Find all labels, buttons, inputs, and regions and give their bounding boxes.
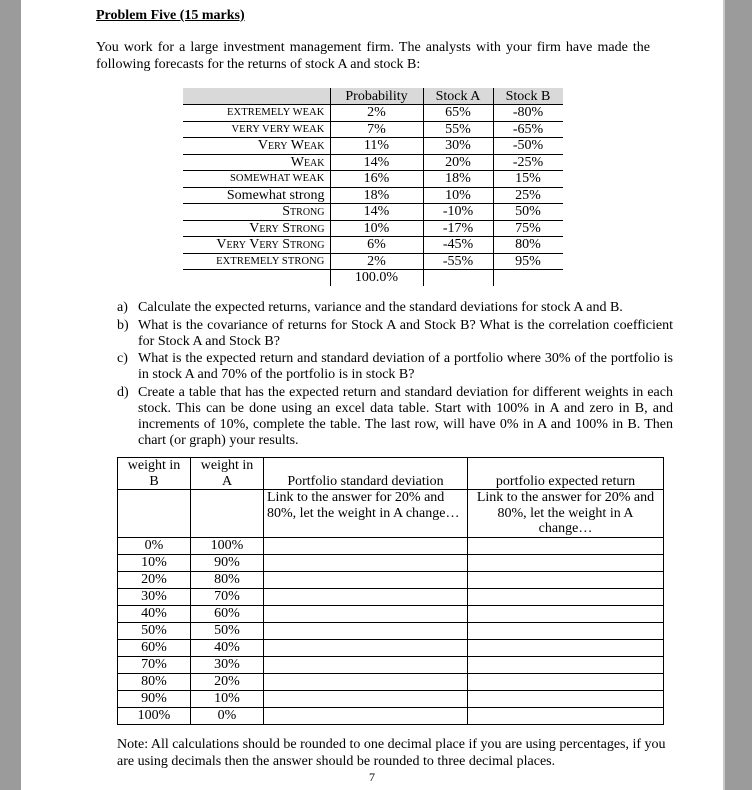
std-dev-cell xyxy=(264,707,468,724)
weight-a-cell: 10% xyxy=(191,690,264,707)
portfolio-header-row xyxy=(118,458,664,490)
problem-title: Problem Five (15 marks) xyxy=(96,8,245,23)
portfolio-row xyxy=(118,537,664,554)
stock-a-cell: 18% xyxy=(423,171,493,188)
probability-cell: 18% xyxy=(330,187,423,204)
weight-b-cell: 60% xyxy=(118,639,191,656)
question-text: What is the covariance of returns for Stock A and Stock B? What is the correlation coefficient for Stock A and Stock B? xyxy=(138,317,673,349)
rounding-note: Note: All calculations should be rounded to one decimal place if you are using percentages, if you are using decimals then the answer should be rounded to three decimal places. xyxy=(117,737,666,769)
weight-b-header xyxy=(118,458,191,490)
portfolio-row xyxy=(118,639,664,656)
stock-b-cell: 50% xyxy=(493,204,563,221)
expected-return-cell xyxy=(468,605,664,622)
forecast-row xyxy=(183,187,563,204)
state-label: Weak xyxy=(183,154,330,171)
std-dev-cell xyxy=(264,605,468,622)
portfolio-row xyxy=(118,622,664,639)
weight-b-cell: 100% xyxy=(118,707,191,724)
expected-return-cell xyxy=(468,588,664,605)
std-dev-cell xyxy=(264,656,468,673)
expected-return-cell xyxy=(468,554,664,571)
stock-b-cell: -25% xyxy=(493,154,563,171)
std-dev-cell xyxy=(264,537,468,554)
stock-b-cell: -80% xyxy=(493,105,563,122)
question-label: c) xyxy=(117,351,128,366)
state-label: Somewhat strong xyxy=(183,187,330,204)
portfolio-table xyxy=(117,457,664,725)
portfolio-row xyxy=(118,554,664,571)
portfolio-row xyxy=(118,707,664,724)
probability-cell: 10% xyxy=(330,220,423,237)
expected-return-header: portfolio expected return xyxy=(468,458,664,490)
weight-a-header-line1: weight in xyxy=(200,458,254,473)
stock-a-cell: 30% xyxy=(423,138,493,155)
weight-a-cell: 20% xyxy=(191,673,264,690)
probability-cell: 14% xyxy=(330,204,423,221)
intro-paragraph: You work for a large investment management firm. The analysts with your firm have made the following forecasts for the returns of stock A and stock B: xyxy=(96,40,650,72)
stock-a-cell: -10% xyxy=(423,204,493,221)
expected-return-cell xyxy=(468,622,664,639)
state-label: Strong xyxy=(183,204,330,221)
forecast-row xyxy=(183,171,563,188)
weight-a-header xyxy=(191,458,264,490)
link-weight-b xyxy=(118,490,191,538)
std-dev-header: Portfolio standard deviation xyxy=(264,458,468,490)
portfolio-row xyxy=(118,605,664,622)
weight-b-cell: 20% xyxy=(118,571,191,588)
stock-b-cell: 25% xyxy=(493,187,563,204)
question-text: Calculate the expected returns, variance and the standard deviations for stock A and B. xyxy=(138,300,623,315)
link-weight-a xyxy=(191,490,264,538)
expected-return-cell xyxy=(468,639,664,656)
weight-a-header-line2: A xyxy=(221,473,233,489)
probability-cell: 7% xyxy=(330,121,423,138)
total-stock-a xyxy=(423,270,493,286)
weight-a-cell: 70% xyxy=(191,588,264,605)
forecast-row xyxy=(183,138,563,155)
weight-b-cell: 0% xyxy=(118,537,191,554)
link-row xyxy=(118,490,664,538)
weight-b-cell: 10% xyxy=(118,554,191,571)
probability-cell: 2% xyxy=(330,105,423,122)
weight-a-cell: 100% xyxy=(191,537,264,554)
stock-b-cell: 80% xyxy=(493,237,563,254)
weight-a-cell: 50% xyxy=(191,622,264,639)
stock-a-cell: 55% xyxy=(423,121,493,138)
page-edge xyxy=(723,0,725,790)
forecast-header-row xyxy=(183,88,563,105)
stock-b-header: Stock B xyxy=(493,88,563,105)
total-probability: 100.0% xyxy=(330,270,423,286)
question-label: b) xyxy=(117,317,129,333)
stock-a-cell: 65% xyxy=(423,105,493,122)
forecast-row xyxy=(183,105,563,122)
std-dev-cell xyxy=(264,639,468,656)
expected-return-cell xyxy=(468,571,664,588)
stock-b-cell: -50% xyxy=(493,138,563,155)
question-c xyxy=(117,351,673,383)
expected-return-cell xyxy=(468,673,664,690)
weight-b-cell: 90% xyxy=(118,690,191,707)
forecast-row xyxy=(183,154,563,171)
weight-b-cell: 50% xyxy=(118,622,191,639)
probability-header: Probability xyxy=(330,88,423,105)
weight-a-cell: 0% xyxy=(191,707,264,724)
forecast-row xyxy=(183,237,563,254)
stock-b-cell: 15% xyxy=(493,171,563,188)
state-label: SOMEWHAT WEAK xyxy=(183,171,330,188)
link-std-dev: Link to the answer for 20% and 80%, let the weight in A change… xyxy=(264,490,468,538)
weight-a-cell: 30% xyxy=(191,656,264,673)
forecast-row xyxy=(183,253,563,270)
question-text: Create a table that has the expected return and standard deviation for different weights in each stock. This can be done using an excel data table. Start with 100% in A and zero in B, and increments of 10%, complete the table. The last row, will have 0% in A and 100% in B. Then chart (or graph) your results. xyxy=(138,384,673,448)
weight-a-cell: 40% xyxy=(191,639,264,656)
expected-return-cell xyxy=(468,690,664,707)
stock-b-cell: 75% xyxy=(493,220,563,237)
std-dev-cell xyxy=(264,588,468,605)
stock-a-header: Stock A xyxy=(423,88,493,105)
std-dev-cell xyxy=(264,690,468,707)
expected-return-cell xyxy=(468,656,664,673)
weight-b-cell: 30% xyxy=(118,588,191,605)
weight-a-cell: 60% xyxy=(191,605,264,622)
stock-a-cell: 20% xyxy=(423,154,493,171)
forecast-table xyxy=(183,88,563,286)
stock-b-cell: -65% xyxy=(493,121,563,138)
portfolio-row xyxy=(118,588,664,605)
state-label: Very Weak xyxy=(183,138,330,155)
total-stock-b xyxy=(493,270,563,286)
question-list xyxy=(117,300,673,450)
probability-cell: 16% xyxy=(330,171,423,188)
weight-b-header-line2: B xyxy=(149,473,159,489)
state-label: EXTREMELY WEAK xyxy=(183,105,330,122)
weight-b-cell: 40% xyxy=(118,605,191,622)
state-label: EXTREMELY STRONG xyxy=(183,253,330,270)
probability-cell: 6% xyxy=(330,237,423,254)
std-dev-cell xyxy=(264,673,468,690)
question-text: What is the expected return and standard deviation of a portfolio where 30% of the portfolio is in stock A and 70% of the portfolio is in stock B? xyxy=(138,351,673,382)
question-a xyxy=(117,300,673,316)
expected-return-cell xyxy=(468,537,664,554)
stock-a-cell: 10% xyxy=(423,187,493,204)
portfolio-row xyxy=(118,571,664,588)
forecast-row xyxy=(183,121,563,138)
weight-a-cell: 90% xyxy=(191,554,264,571)
stock-a-cell: -17% xyxy=(423,220,493,237)
link-expected-return: Link to the answer for 20% and 80%, let the weight in A change… xyxy=(468,490,664,538)
forecast-row xyxy=(183,220,563,237)
probability-cell: 14% xyxy=(330,154,423,171)
portfolio-row xyxy=(118,690,664,707)
question-d xyxy=(117,385,673,449)
stock-b-cell: 95% xyxy=(493,253,563,270)
forecast-total-row xyxy=(183,270,563,286)
probability-cell: 2% xyxy=(330,253,423,270)
state-header xyxy=(183,88,330,105)
weight-a-cell: 80% xyxy=(191,571,264,588)
probability-cell: 11% xyxy=(330,138,423,155)
portfolio-row xyxy=(118,673,664,690)
weight-b-cell: 70% xyxy=(118,656,191,673)
portfolio-row xyxy=(118,656,664,673)
weight-b-cell: 80% xyxy=(118,673,191,690)
state-label: Very Very Strong xyxy=(183,237,330,254)
page-number: 7 xyxy=(369,770,375,784)
std-dev-cell xyxy=(264,554,468,571)
total-label xyxy=(183,270,330,286)
stock-a-cell: -45% xyxy=(423,237,493,254)
std-dev-cell xyxy=(264,622,468,639)
std-dev-cell xyxy=(264,571,468,588)
weight-b-header-line1: weight in xyxy=(127,458,181,473)
question-label: d) xyxy=(117,384,129,400)
expected-return-cell xyxy=(468,707,664,724)
document-page xyxy=(21,0,723,790)
question-label: a) xyxy=(117,300,128,315)
forecast-row xyxy=(183,204,563,221)
state-label: VERY VERY WEAK xyxy=(183,121,330,138)
question-b xyxy=(117,318,673,350)
stock-a-cell: -55% xyxy=(423,253,493,270)
state-label: Very Strong xyxy=(183,220,330,237)
